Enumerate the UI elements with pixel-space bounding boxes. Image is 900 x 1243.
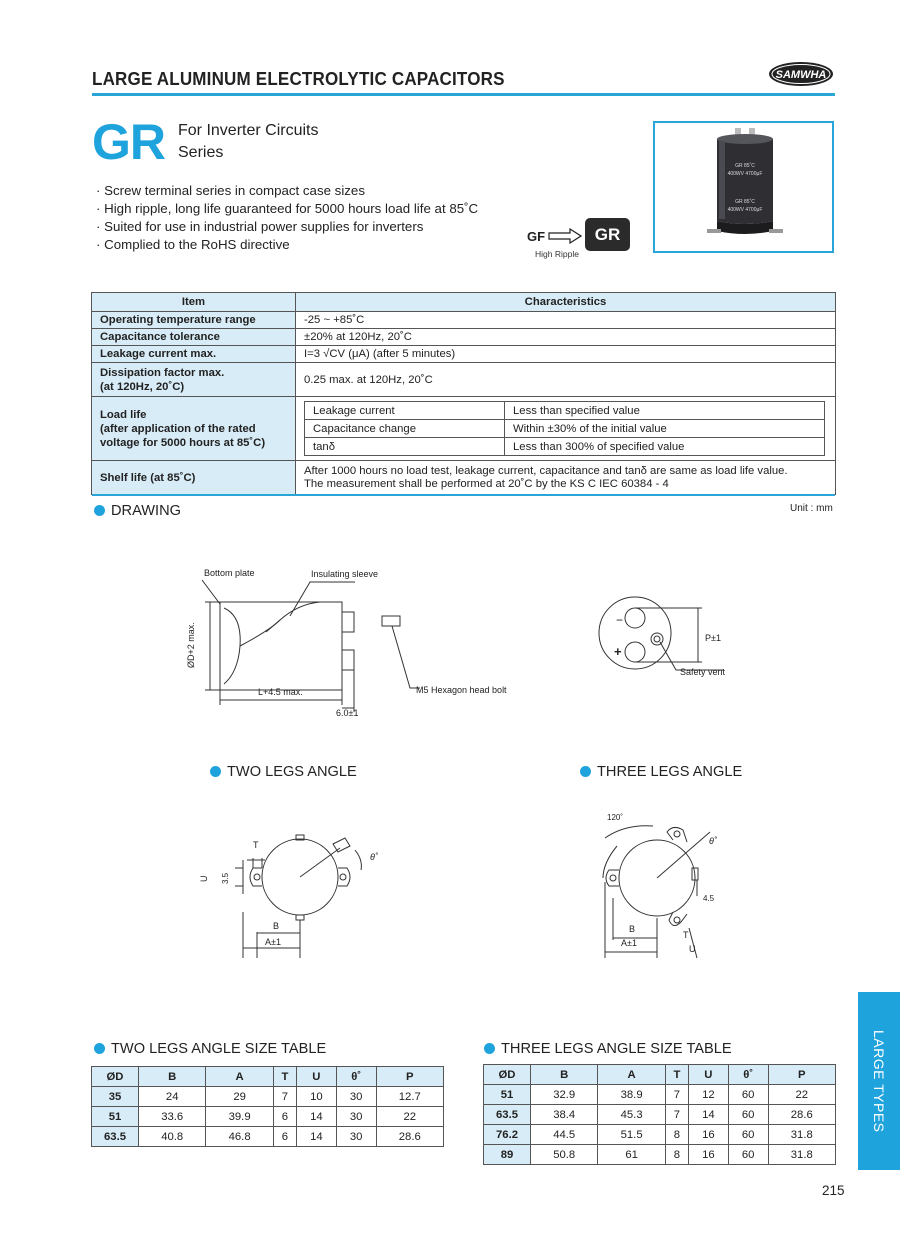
- capacitor-photo: [655, 123, 832, 251]
- two-legs-heading: [210, 764, 357, 780]
- spec-value: I=3 √CV (μA) (after 5 minutes): [296, 346, 836, 363]
- col-header: U: [296, 1067, 336, 1087]
- load-life-param: Leakage current: [305, 402, 505, 420]
- spec-item: [92, 363, 296, 397]
- cell: 45.3: [598, 1105, 665, 1125]
- samwha-logo: [768, 60, 834, 88]
- table-row: [92, 397, 836, 461]
- spec-item: Leakage current max.: [92, 346, 296, 363]
- evolution-note: High Ripple: [535, 249, 579, 259]
- cell: 40.8: [139, 1127, 206, 1147]
- spec-value: -25 ~ +85˚C: [296, 312, 836, 329]
- cell: 61: [598, 1145, 665, 1165]
- label-B: B: [273, 921, 280, 931]
- col-header: U: [688, 1065, 728, 1085]
- col-header: P: [376, 1067, 443, 1087]
- top-view-drawing: [590, 590, 740, 685]
- cell: 30: [336, 1087, 376, 1107]
- arrow-right-icon: [548, 228, 582, 244]
- col-header: ØD: [484, 1065, 531, 1085]
- cell: 89: [484, 1145, 531, 1165]
- label-bottom-plate: Bottom plate: [204, 568, 255, 578]
- three-legs-title: THREE LEGS ANGLE: [597, 764, 743, 780]
- cell: 44.5: [531, 1125, 598, 1145]
- table-row: [92, 461, 836, 495]
- capacitor-label-1: GR 85˚C: [735, 163, 755, 169]
- table-header-row: [92, 1067, 444, 1087]
- col-header: θ˚: [728, 1065, 768, 1085]
- load-life-value: Within ±30% of the initial value: [505, 420, 825, 438]
- load-life-value: Less than specified value: [505, 402, 825, 420]
- label-bolt: M5 Hexagon head bolt: [416, 685, 507, 695]
- col-header: B: [139, 1067, 206, 1087]
- cell: 31.8: [768, 1145, 835, 1165]
- label-A: A±1: [265, 937, 281, 947]
- spec-value: 0.25 max. at 120Hz, 20˚C: [296, 363, 836, 397]
- cell: 50.8: [531, 1145, 598, 1165]
- cell: 22: [768, 1085, 835, 1105]
- label-angle: 120˚: [607, 813, 624, 822]
- cell: 39.9: [206, 1107, 273, 1127]
- label-T: T: [253, 840, 259, 850]
- spec-item-line: voltage for 5000 hours at 85˚C): [100, 436, 266, 449]
- cell: 7: [665, 1085, 688, 1105]
- spec-header-characteristics: Characteristics: [296, 293, 836, 312]
- label-dim: 3.5: [221, 872, 230, 884]
- series-desc-line2: Series: [178, 144, 224, 161]
- label-pitch: P±1: [705, 633, 721, 643]
- shelf-life-line: The measurement shall be performed at 20˚C by the KS C IEC 60384 - 4: [304, 477, 669, 490]
- unit-label: Unit : mm: [790, 503, 833, 514]
- label-dim: 4.5: [703, 894, 715, 903]
- capacitor-label-4: 400WV 4700μF: [727, 207, 763, 213]
- cell: 60: [728, 1105, 768, 1125]
- section-rule: [92, 494, 835, 496]
- drawing-heading: [94, 503, 181, 519]
- feature-item: · Complied to the RoHS directive: [96, 236, 478, 254]
- page-title: LARGE ALUMINUM ELECTROLYTIC CAPACITORS: [92, 68, 505, 89]
- two-table-heading: [94, 1041, 326, 1057]
- evolution-to-badge: GR: [585, 218, 630, 251]
- cell: 28.6: [376, 1127, 443, 1147]
- label-theta: θ˚: [709, 836, 717, 846]
- table-row: [484, 1145, 836, 1165]
- side-tab: [858, 992, 900, 1170]
- spec-item: Capacitance tolerance: [92, 329, 296, 346]
- label-U: U: [199, 875, 209, 882]
- cell: 63.5: [92, 1127, 139, 1147]
- spec-item: [92, 397, 296, 461]
- table-row: [305, 402, 825, 420]
- bullet-icon: [94, 505, 105, 516]
- table-header-row: [484, 1065, 836, 1085]
- spec-item-line: (after application of the rated: [100, 422, 256, 435]
- col-header: A: [206, 1067, 273, 1087]
- three-legs-size-table: [483, 1064, 836, 1165]
- side-tab-label: LARGE TYPES: [871, 1029, 887, 1133]
- cell: 76.2: [484, 1125, 531, 1145]
- two-legs-size-table: [91, 1066, 444, 1147]
- three-table-title: THREE LEGS ANGLE SIZE TABLE: [501, 1041, 732, 1057]
- two-legs-title: TWO LEGS ANGLE: [227, 764, 357, 780]
- spec-item-line: Dissipation factor max.: [100, 366, 225, 379]
- col-header: A: [598, 1065, 665, 1085]
- bullet-icon: [484, 1043, 495, 1054]
- label-safety-vent: Safety vent: [680, 667, 726, 677]
- cell: 38.9: [598, 1085, 665, 1105]
- label-insulating-sleeve: Insulating sleeve: [311, 569, 379, 579]
- series-code: GR: [92, 114, 165, 170]
- spec-value: [296, 461, 836, 495]
- cell: 14: [296, 1127, 336, 1147]
- spec-item: Shelf life (at 85˚C): [92, 461, 296, 495]
- series-description: [178, 120, 318, 164]
- col-header: P: [768, 1065, 835, 1085]
- plus-sign: +: [614, 644, 622, 659]
- series-desc-line1: For Inverter Circuits: [178, 122, 319, 139]
- table-row: [92, 346, 836, 363]
- cell: 60: [728, 1145, 768, 1165]
- cell: 29: [206, 1087, 273, 1107]
- minus-sign: −: [616, 613, 624, 627]
- spec-value: ±20% at 120Hz, 20˚C: [296, 329, 836, 346]
- spec-item-line: Load life: [100, 408, 147, 421]
- col-header: θ˚: [336, 1067, 376, 1087]
- feature-item: · High ripple, long life guaranteed for 5000 hours load life at 85˚C: [96, 200, 478, 218]
- header-rule: [92, 93, 835, 96]
- three-table-heading: [484, 1041, 732, 1057]
- cell: 16: [688, 1145, 728, 1165]
- cell: 6: [273, 1127, 296, 1147]
- cell: 16: [688, 1125, 728, 1145]
- spec-header-item: Item: [92, 293, 296, 312]
- label-T: T: [683, 930, 689, 940]
- load-life-value: Less than 300% of specified value: [505, 438, 825, 456]
- load-life-cell: [296, 397, 836, 461]
- table-row: [92, 1107, 444, 1127]
- table-row: [484, 1085, 836, 1105]
- bullet-icon: [94, 1043, 105, 1054]
- table-row: [92, 363, 836, 397]
- cell: 51: [92, 1107, 139, 1127]
- table-row: [92, 312, 836, 329]
- load-life-param: tanδ: [305, 438, 505, 456]
- capacitor-label-3: GR 85˚C: [735, 199, 755, 205]
- cell: 8: [665, 1125, 688, 1145]
- capacitor-label-2: 400WV 4700μF: [727, 171, 763, 177]
- two-legs-drawing: [195, 830, 395, 960]
- cell: 51: [484, 1085, 531, 1105]
- label-A: A±1: [621, 938, 637, 948]
- drawing-title: DRAWING: [111, 503, 181, 519]
- spec-item: Operating temperature range: [92, 312, 296, 329]
- col-header: ØD: [92, 1067, 139, 1087]
- col-header: T: [665, 1065, 688, 1085]
- product-photo-frame: [653, 121, 834, 253]
- cell: 33.6: [139, 1107, 206, 1127]
- cell: 6: [273, 1107, 296, 1127]
- cell: 60: [728, 1085, 768, 1105]
- cell: 10: [296, 1087, 336, 1107]
- cell: 31.8: [768, 1125, 835, 1145]
- feature-list: [96, 182, 478, 254]
- three-legs-drawing: [585, 808, 745, 968]
- logo-text: SAMWHA: [775, 69, 827, 81]
- cell: 60: [728, 1125, 768, 1145]
- evolution-from: GF: [527, 229, 546, 244]
- bullet-icon: [580, 766, 591, 777]
- cell: 24: [139, 1087, 206, 1107]
- side-view-drawing: [180, 560, 530, 725]
- spec-table: [91, 292, 836, 495]
- cell: 63.5: [484, 1105, 531, 1125]
- cell: 35: [92, 1087, 139, 1107]
- cell: 14: [688, 1105, 728, 1125]
- cell: 22: [376, 1107, 443, 1127]
- spec-item-line: (at 120Hz, 20˚C): [100, 380, 185, 393]
- cell: 14: [296, 1107, 336, 1127]
- feature-item: · Screw terminal series in compact case sizes: [96, 182, 478, 200]
- load-life-table: [304, 401, 825, 456]
- table-row: [92, 1087, 444, 1107]
- cell: 38.4: [531, 1105, 598, 1125]
- cell: 7: [665, 1105, 688, 1125]
- cell: 30: [336, 1127, 376, 1147]
- cell: 32.9: [531, 1085, 598, 1105]
- cell: 46.8: [206, 1127, 273, 1147]
- two-table-title: TWO LEGS ANGLE SIZE TABLE: [111, 1041, 327, 1057]
- cell: 51.5: [598, 1125, 665, 1145]
- cell: 30: [336, 1107, 376, 1127]
- table-row: [484, 1105, 836, 1125]
- col-header: T: [273, 1067, 296, 1087]
- label-bolt-length: 6.0±1: [336, 708, 359, 718]
- table-row: [92, 1127, 444, 1147]
- cell: 12.7: [376, 1087, 443, 1107]
- col-header: B: [531, 1065, 598, 1085]
- label-diameter: ØD+2 max.: [186, 622, 196, 668]
- label-theta: θ˚: [370, 852, 378, 862]
- cell: 8: [665, 1145, 688, 1165]
- cell: 7: [273, 1087, 296, 1107]
- cell: 12: [688, 1085, 728, 1105]
- table-row: [92, 329, 836, 346]
- feature-item: · Suited for use in industrial power supplies for inverters: [96, 218, 478, 236]
- three-legs-heading: [580, 764, 742, 780]
- shelf-life-line: After 1000 hours no load test, leakage current, capacitance and tanδ are same as load life value.: [304, 464, 788, 477]
- label-length: L+4.5 max.: [258, 687, 303, 697]
- load-life-param: Capacitance change: [305, 420, 505, 438]
- label-B: B: [629, 924, 636, 934]
- table-row: [484, 1125, 836, 1145]
- cell: 28.6: [768, 1105, 835, 1125]
- table-row: [305, 420, 825, 438]
- page-number: 215: [822, 1183, 845, 1198]
- table-row: [305, 438, 825, 456]
- label-U: U: [689, 944, 696, 954]
- bullet-icon: [210, 766, 221, 777]
